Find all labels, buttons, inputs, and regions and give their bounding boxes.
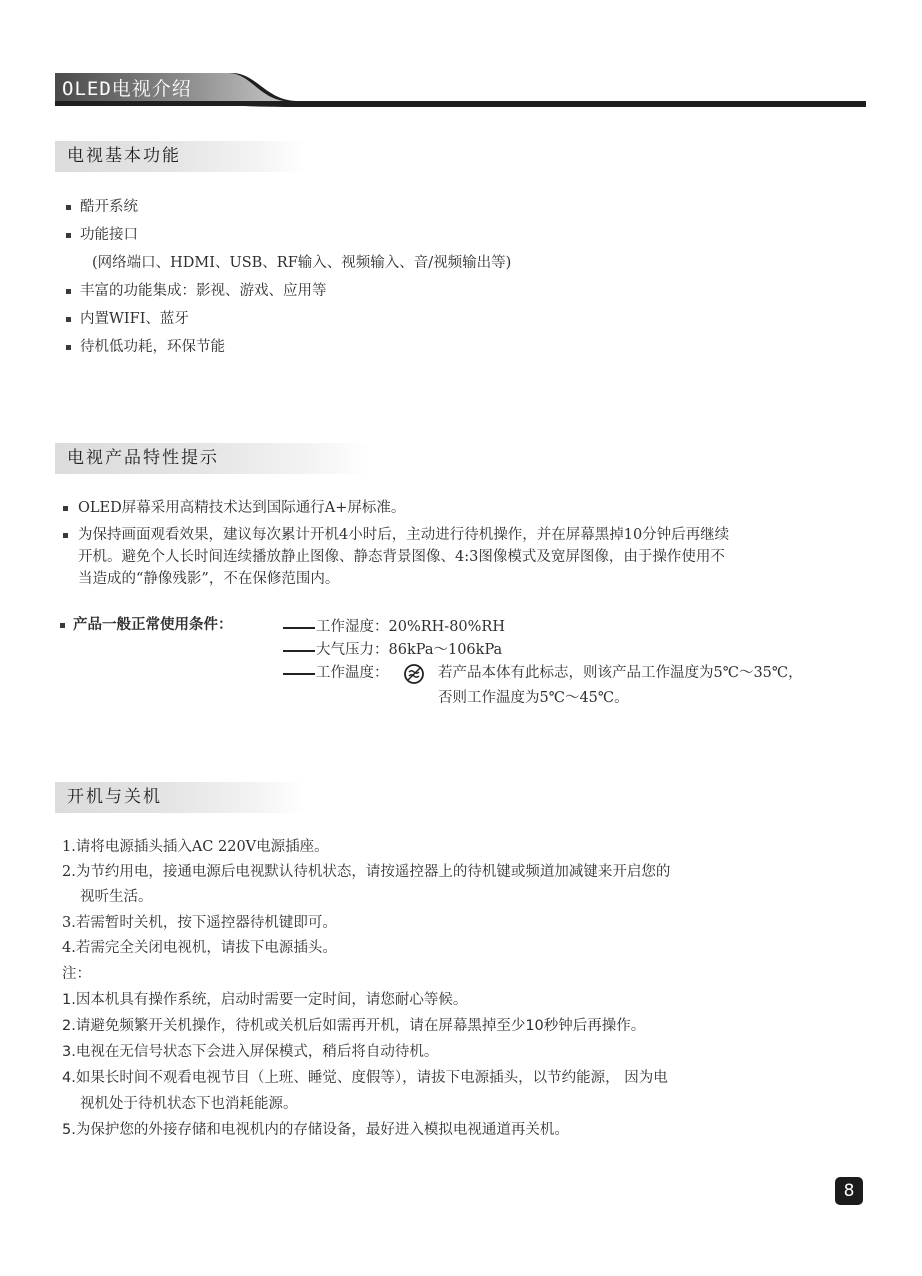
condition-pressure: 大气压力：86kPa～106kPa <box>316 642 503 658</box>
list-item: 酷开系统 <box>80 199 138 215</box>
temperature-symbol-icon <box>403 663 425 685</box>
bullet-icon <box>66 205 71 210</box>
header-banner <box>0 0 922 120</box>
condition-temperature-label: 工作温度： <box>316 665 389 681</box>
power-step: 2.为节约用电，接通电源后电视默认待机状态，请按遥控器上的待机键或频道加减键来开启您的 <box>62 864 671 880</box>
dash-mark <box>283 650 315 652</box>
note-item: 5.为保护您的外接存储和电视机内的存储设备，最好进入模拟电视通道再关机。 <box>62 1122 569 1138</box>
section-title: 电视基本功能 <box>67 146 181 166</box>
note-item: 1.因本机具有操作系统，启动时需要一定时间，请您耐心等候。 <box>62 992 468 1008</box>
bullet-icon <box>63 506 68 511</box>
power-step: 视听生活。 <box>80 889 153 905</box>
conditions-label: 产品一般正常使用条件： <box>73 617 233 633</box>
page-header-title: OLED电视介绍 <box>62 78 192 100</box>
section-header-basic-functions <box>55 141 305 172</box>
bullet-icon <box>60 623 65 628</box>
section-title: 电视产品特性提示 <box>67 448 219 468</box>
list-item: 内置WIFI、蓝牙 <box>80 311 189 327</box>
bullet-icon <box>66 289 71 294</box>
bullet-icon <box>66 317 71 322</box>
temperature-line: 否则工作温度为5℃～45℃。 <box>438 690 629 706</box>
section-title: 开机与关机 <box>67 787 162 807</box>
bullet-icon <box>66 233 71 238</box>
power-step: 4.若需完全关闭电视机，请拔下电源插头。 <box>62 940 337 956</box>
page-number: 8 <box>835 1177 863 1205</box>
temperature-line: 若产品本体有此标志，则该产品工作温度为5℃～35℃， <box>438 665 803 681</box>
section-header-product-features <box>55 443 370 474</box>
note-item: 2.请避免频繁开关机操作，待机或关机后如需再开机，请在屏幕黑掉至少10秒钟后再操作。 <box>62 1018 646 1034</box>
power-step: 1.请将电源插头插入AC 220V电源插座。 <box>62 839 329 855</box>
power-step: 3.若需暂时关机，按下遥控器待机键即可。 <box>62 915 337 931</box>
section-header-power-on-off <box>55 782 305 813</box>
feature-item: OLED屏幕采用高精技术达到国际通行A+屏标准。 <box>78 500 406 516</box>
dash-mark <box>283 627 315 629</box>
note-item: 视机处于待机状态下也消耗能源。 <box>80 1096 298 1112</box>
feature-item-line: 当造成的“静像残影”，不在保修范围内。 <box>78 571 340 587</box>
note-item: 4.如果长时间不观看电视节目（上班、睡觉、度假等），请拔下电源插头，以节约能源， 因为电 <box>62 1070 668 1086</box>
condition-humidity: 工作湿度：20%RH-80%RH <box>316 619 505 635</box>
dash-mark <box>283 673 315 675</box>
list-item: 丰富的功能集成：影视、游戏、应用等 <box>80 283 327 299</box>
note-item: 3.电视在无信号状态下会进入屏保模式，稍后将自动待机。 <box>62 1044 439 1060</box>
feature-item-line: 为保持画面观看效果，建议每次累计开机4小时后，主动进行待机操作，并在屏幕黑掉10分钟后再继续 <box>78 527 730 543</box>
note-label: 注： <box>62 966 91 982</box>
feature-item-line: 开机。避免个人长时间连续播放静止图像、静态背景图像、4:3图像模式及宽屏图像，由于操作使用不 <box>78 549 725 565</box>
bullet-icon <box>63 533 68 538</box>
list-item: 功能接口 <box>80 227 138 243</box>
list-item-detail: (网络端口、HDMI、USB、RF输入、视频输入、音/视频输出等) <box>92 255 512 271</box>
bullet-icon <box>66 345 71 350</box>
list-item: 待机低功耗，环保节能 <box>80 339 225 355</box>
